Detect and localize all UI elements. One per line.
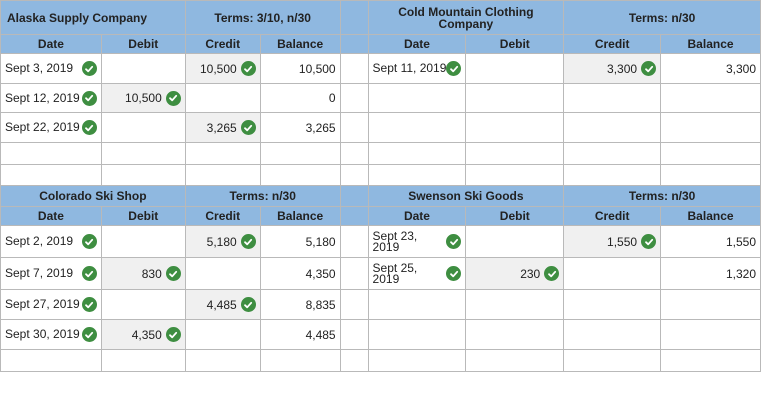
column-header-credit <box>564 35 661 54</box>
date-cell <box>5 91 97 106</box>
column-header-date <box>1 35 102 54</box>
entry-balance <box>260 258 340 290</box>
entry-date <box>368 143 466 165</box>
check-circle-icon <box>641 61 656 76</box>
debit-cell <box>106 327 181 342</box>
account-name-text: Swenson Ski Goods <box>408 189 524 203</box>
entry-date <box>1 84 102 113</box>
balance-amount: 8,835 <box>305 297 336 312</box>
column-gap <box>340 207 368 226</box>
balance-amount: 0 <box>328 91 336 105</box>
credit-cell <box>190 234 256 249</box>
column-header-text: Credit <box>594 209 630 223</box>
debit-cell <box>106 91 181 106</box>
entry-balance <box>661 54 761 84</box>
entry-date <box>1 350 102 372</box>
column-header-date <box>368 35 466 54</box>
entry-credit <box>185 143 260 165</box>
column-header-text: Date <box>37 209 64 223</box>
column-header-text: Date <box>403 209 430 223</box>
date-cell <box>373 61 462 76</box>
column-gap <box>340 35 368 54</box>
column-header-date <box>368 207 466 226</box>
column-header-text: Balance <box>277 209 324 223</box>
credit-amount: 10,500 <box>200 61 237 76</box>
entry-debit <box>466 84 564 113</box>
balance-amount: 1,320 <box>725 266 756 281</box>
balance-amount: 4,485 <box>305 327 336 342</box>
credit-cell <box>190 120 256 135</box>
check-circle-icon <box>241 120 256 135</box>
entry-date <box>1 165 102 186</box>
balance-amount: 5,180 <box>305 234 336 249</box>
column-gap <box>340 226 368 258</box>
credit-cell <box>190 297 256 312</box>
column-gap <box>340 186 368 207</box>
column-header-credit <box>185 207 260 226</box>
ledger-title-row <box>1 186 761 207</box>
check-circle-icon <box>166 327 181 342</box>
entry-credit <box>185 320 260 350</box>
check-circle-icon <box>241 234 256 249</box>
credit-amount: 3,300 <box>607 61 638 76</box>
ledger-title-row <box>1 1 761 35</box>
entry-date <box>1 143 102 165</box>
entry-date <box>1 290 102 320</box>
credit-cell <box>568 234 656 249</box>
entry-balance <box>661 320 761 350</box>
terms-text: Terms: n/30 <box>628 189 696 203</box>
date-text: Sept 7, 2019 <box>5 266 74 280</box>
column-gap <box>340 258 368 290</box>
date-text: Sept 25, 2019 <box>372 260 418 286</box>
entry-balance <box>661 258 761 290</box>
table-row <box>1 320 761 350</box>
date-cell <box>372 260 462 286</box>
entry-date <box>368 320 466 350</box>
column-header-debit <box>466 35 564 54</box>
account-name <box>368 1 564 35</box>
entry-credit <box>564 226 661 258</box>
entry-balance <box>260 113 340 143</box>
entry-balance <box>661 350 761 372</box>
terms-text: Terms: n/30 <box>229 189 296 203</box>
entry-debit <box>101 320 185 350</box>
column-header-text: Balance <box>687 209 734 223</box>
date-cell <box>372 228 462 254</box>
entry-date <box>368 350 466 372</box>
balance-amount: 10,500 <box>298 61 336 76</box>
column-gap <box>340 350 368 372</box>
credit-amount: 4,485 <box>206 297 237 312</box>
column-gap <box>340 290 368 320</box>
table-row <box>1 165 761 186</box>
entry-debit <box>101 350 185 372</box>
account-name <box>1 1 186 35</box>
check-circle-icon <box>544 266 559 281</box>
entry-credit <box>185 350 260 372</box>
column-header-balance <box>260 35 340 54</box>
entry-balance <box>260 226 340 258</box>
check-circle-icon <box>241 297 256 312</box>
table-row <box>1 143 761 165</box>
balance-amount: 1,550 <box>725 234 756 249</box>
column-header-balance <box>661 207 761 226</box>
entry-debit <box>101 258 185 290</box>
entry-date <box>1 258 102 290</box>
entry-date <box>368 258 466 290</box>
account-terms <box>185 1 340 35</box>
entry-debit <box>466 350 564 372</box>
date-cell <box>5 327 97 342</box>
table-row <box>1 350 761 372</box>
entry-date <box>1 113 102 143</box>
debit-amount: 4,350 <box>131 327 162 342</box>
balance-amount: 4,350 <box>305 266 336 281</box>
column-header-row <box>1 35 761 54</box>
entry-credit <box>185 165 260 186</box>
credit-cell <box>190 61 256 76</box>
check-circle-icon <box>82 327 97 342</box>
column-header-date <box>1 207 102 226</box>
debit-amount: 10,500 <box>125 91 162 105</box>
entry-debit <box>101 113 185 143</box>
account-name-text: Cold Mountain Clothing Company <box>398 4 534 31</box>
column-header-debit <box>101 207 185 226</box>
terms-text: Terms: n/30 <box>628 10 696 25</box>
date-text: Sept 22, 2019 <box>5 120 80 134</box>
date-text: Sept 12, 2019 <box>5 90 80 105</box>
entry-credit <box>564 84 661 113</box>
entry-debit <box>101 226 185 258</box>
entry-debit <box>101 290 185 320</box>
entry-credit <box>185 258 260 290</box>
account-name <box>1 186 186 207</box>
entry-debit <box>101 143 185 165</box>
entry-debit <box>466 226 564 258</box>
account-name <box>368 186 564 207</box>
column-gap <box>340 84 368 113</box>
entry-balance <box>661 290 761 320</box>
column-header-debit <box>101 35 185 54</box>
check-circle-icon <box>82 297 97 312</box>
column-header-text: Credit <box>205 209 241 223</box>
entry-credit <box>564 54 661 84</box>
account-terms <box>564 1 761 35</box>
entry-balance <box>260 165 340 186</box>
column-gap <box>340 143 368 165</box>
column-header-text: Debit <box>499 209 530 223</box>
entry-credit <box>564 258 661 290</box>
check-circle-icon <box>446 234 461 249</box>
entry-credit <box>564 143 661 165</box>
column-header-text: Credit <box>594 37 630 51</box>
column-gap <box>340 54 368 84</box>
entry-balance <box>260 350 340 372</box>
date-text: Sept 30, 2019 <box>5 327 80 341</box>
date-cell <box>5 61 97 76</box>
entry-date <box>1 320 102 350</box>
check-circle-icon <box>82 91 97 106</box>
balance-amount: 3,265 <box>305 120 336 135</box>
column-header-credit <box>564 207 661 226</box>
date-cell <box>5 120 97 135</box>
entry-balance <box>661 113 761 143</box>
entry-credit <box>564 165 661 186</box>
entry-date <box>368 290 466 320</box>
entry-debit <box>466 258 564 290</box>
entry-date <box>1 54 102 84</box>
entry-debit <box>466 54 564 84</box>
date-text: Sept 3, 2019 <box>5 61 74 75</box>
entry-date <box>368 165 466 186</box>
entry-balance <box>260 54 340 84</box>
column-header-row <box>1 207 761 226</box>
date-text: Sept 11, 2019 <box>372 61 447 75</box>
entry-credit <box>185 226 260 258</box>
entry-debit <box>101 54 185 84</box>
column-header-text: Balance <box>687 37 734 51</box>
entry-credit <box>185 84 260 113</box>
column-gap <box>340 1 368 35</box>
column-header-text: Credit <box>205 37 241 51</box>
column-header-text: Balance <box>277 37 324 51</box>
entry-date <box>368 54 466 84</box>
date-cell <box>5 266 97 281</box>
entry-balance <box>260 290 340 320</box>
table-row <box>1 226 761 258</box>
entry-debit <box>466 143 564 165</box>
table-row <box>1 290 761 320</box>
entry-balance <box>260 143 340 165</box>
column-header-credit <box>185 35 260 54</box>
account-terms <box>185 186 340 207</box>
table-row <box>1 113 761 143</box>
column-header-text: Debit <box>128 209 159 223</box>
column-header-text: Debit <box>499 37 530 51</box>
entry-debit <box>466 165 564 186</box>
check-circle-icon <box>166 91 181 106</box>
terms-text: Terms: 3/10, n/30 <box>214 10 311 25</box>
column-header-text: Debit <box>128 37 159 51</box>
check-circle-icon <box>82 266 97 281</box>
credit-cell <box>568 61 656 76</box>
entry-date <box>368 84 466 113</box>
column-header-text: Date <box>37 37 64 51</box>
entry-credit <box>185 290 260 320</box>
entry-debit <box>466 320 564 350</box>
balance-amount: 3,300 <box>725 61 756 76</box>
credit-amount: 5,180 <box>206 234 237 249</box>
entry-credit <box>564 350 661 372</box>
account-name-text: Colorado Ski Shop <box>39 189 147 203</box>
entry-credit <box>564 113 661 143</box>
debit-cell <box>470 266 559 281</box>
entry-balance <box>260 84 340 113</box>
entry-balance <box>661 143 761 165</box>
column-header-text: Date <box>403 37 430 51</box>
column-header-balance <box>260 207 340 226</box>
entry-date <box>368 113 466 143</box>
credit-amount: 1,550 <box>607 234 638 249</box>
entry-credit <box>185 54 260 84</box>
check-circle-icon <box>241 61 256 76</box>
column-header-balance <box>661 35 761 54</box>
column-gap <box>340 165 368 186</box>
entry-balance <box>661 165 761 186</box>
debit-amount: 230 <box>520 266 541 281</box>
check-circle-icon <box>641 234 656 249</box>
check-circle-icon <box>166 266 181 281</box>
column-gap <box>340 113 368 143</box>
table-row <box>1 258 761 290</box>
entry-debit <box>101 84 185 113</box>
check-circle-icon <box>82 120 97 135</box>
entry-credit <box>185 113 260 143</box>
entry-debit <box>466 290 564 320</box>
column-header-debit <box>466 207 564 226</box>
check-circle-icon <box>82 61 97 76</box>
date-cell <box>5 234 97 249</box>
entry-debit <box>466 113 564 143</box>
check-circle-icon <box>82 234 97 249</box>
entry-credit <box>564 290 661 320</box>
entry-balance <box>661 84 761 113</box>
entry-balance <box>260 320 340 350</box>
check-circle-icon <box>446 266 461 281</box>
entry-balance <box>661 226 761 258</box>
date-text: Sept 2, 2019 <box>5 234 74 248</box>
date-text: Sept 27, 2019 <box>5 297 80 311</box>
account-name-text: Alaska Supply Company <box>7 10 148 25</box>
date-text: Sept 23, 2019 <box>372 228 418 254</box>
debit-cell <box>106 266 181 281</box>
account-terms <box>564 186 761 207</box>
column-gap <box>340 320 368 350</box>
check-circle-icon <box>446 61 461 76</box>
credit-amount: 3,265 <box>206 120 237 135</box>
entry-date <box>1 226 102 258</box>
entry-debit <box>101 165 185 186</box>
entry-credit <box>564 320 661 350</box>
debit-amount: 830 <box>141 266 162 281</box>
entry-date <box>368 226 466 258</box>
date-cell <box>5 297 97 312</box>
table-row <box>1 84 761 113</box>
table-row <box>1 54 761 84</box>
